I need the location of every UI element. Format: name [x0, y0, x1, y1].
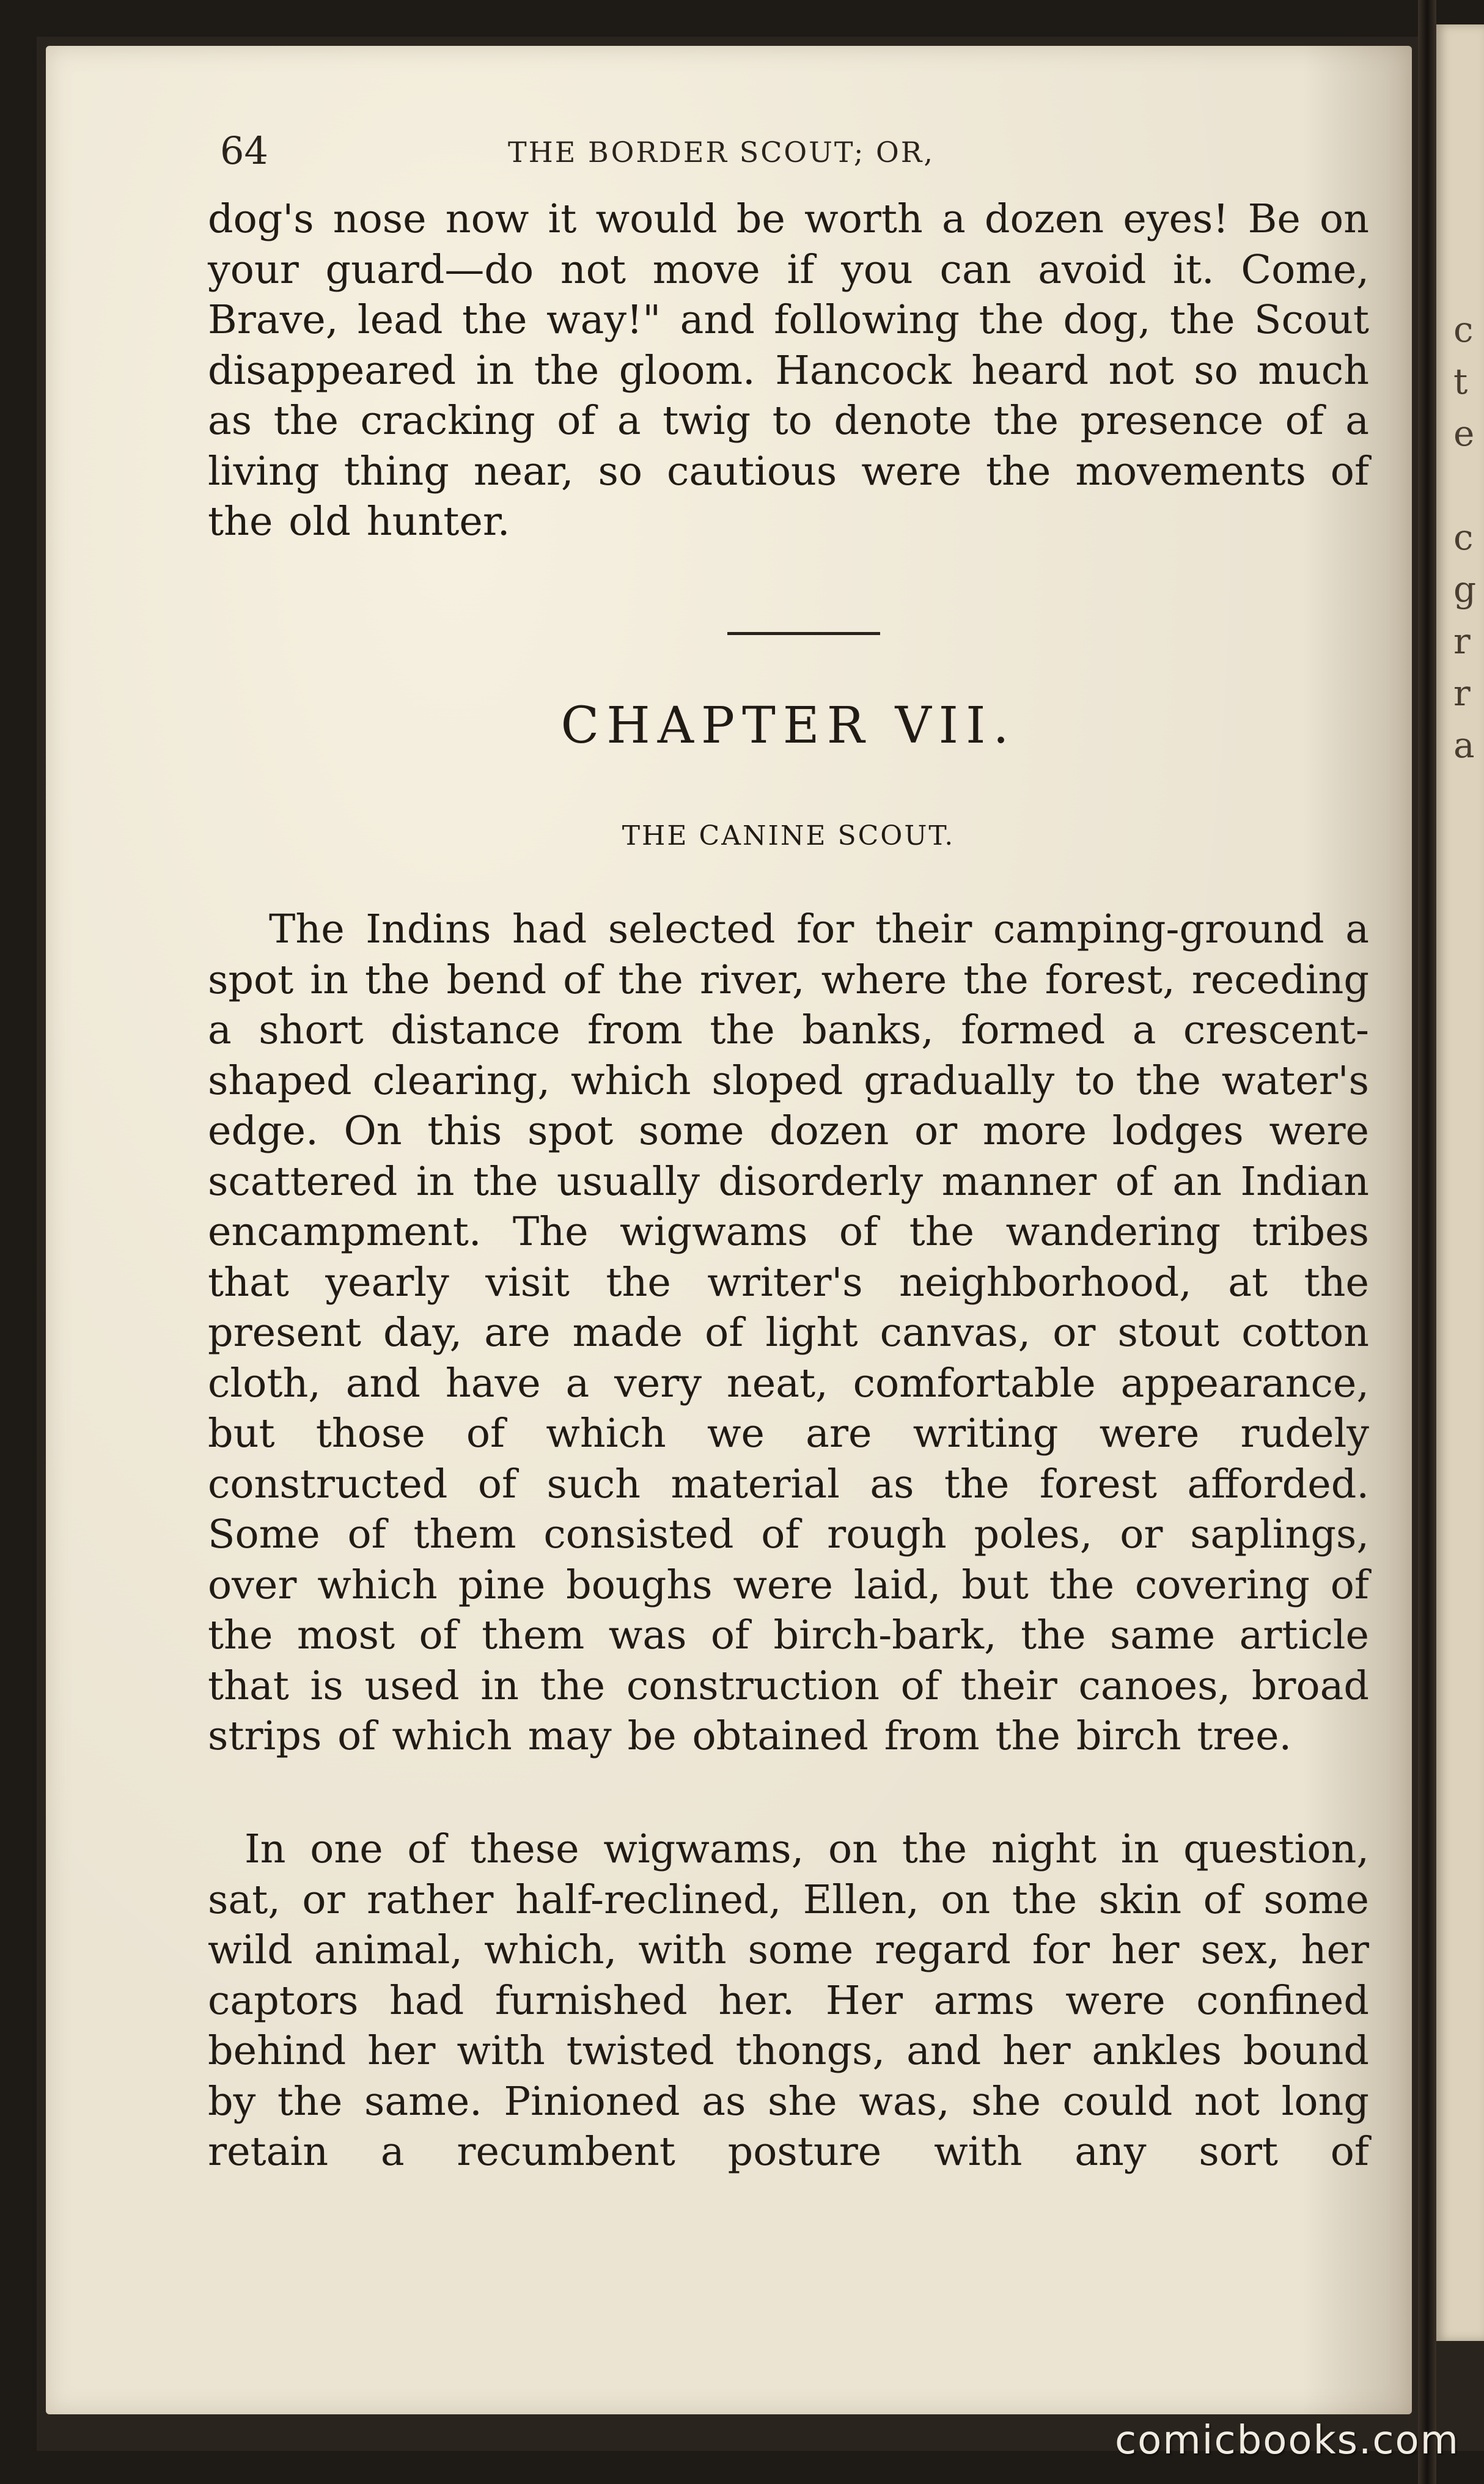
body-paragraph: The Indins had selected for their camping-ground a spot in the bend of the river, where the forest, receding a short distance from the banks, formed a crescent-shaped clearing, which sloped gradually to the water's edge. On this spot some dozen or more lodges were scattered in the usually disorderly manner of an Indian encampment. The wigwams of the wandering tribes that yearly visit the writer's neighborhood, at the present day, are made of light canvas, or stout cotton cloth, and have a very neat, comfortable appearance, but those of which we are writing were rudely constructed of such material as the forest afforded. Some of them consisted of rough poles, or saplings, over which pine boughs were laid, but the covering of the most of them was of birch-bark, the same article that is used in the construction of their canoes, broad strips of which may be obtained from the birch tree.: [208, 906, 1369, 1759]
page-header: [220, 128, 1369, 183]
continued-paragraph: dog's nose now it would be worth a dozen eyes! Be on your guard—do not move if you can avoid it. Come, Brave, lead the way!" and following the dog, the Scout disappeared in the gloom. Hancock heard not so much as the cracking of a twig to denote the presence of a living thing near, so cautious were the movements of the old hunter.: [208, 196, 1369, 545]
facing-page-fragment: g: [1453, 568, 1477, 610]
facing-page-fragment: c: [1453, 516, 1474, 558]
watermark-logo: comicbooks.com: [1114, 2418, 1460, 2463]
book-gutter: [1418, 0, 1436, 2484]
facing-page-fragment: r: [1453, 620, 1471, 662]
facing-page-fragment: r: [1453, 672, 1471, 714]
chapter-title: CHAPTER VII.: [560, 697, 1016, 755]
facing-page-fragment: c: [1453, 309, 1474, 350]
facing-page-fragment: e: [1453, 413, 1475, 454]
page-number: 64: [220, 128, 268, 173]
chapter-subtitle: THE CANINE SCOUT.: [622, 820, 955, 851]
facing-page-edge: [1436, 24, 1484, 2341]
facing-page-fragment: t: [1453, 361, 1468, 402]
body-paragraph: In one of these wigwams, on the night in question, sat, or rather half-reclined, Ellen, on the skin of some wild animal, which, with some regard for her sex, her captors had furnished her. Her arms were confined behind her with twisted thongs, and her ankles bound by the same. Pinioned as she was, she could not long retain a recumbent posture with any sort of: [208, 1826, 1369, 2175]
facing-page-fragment: a: [1453, 724, 1475, 766]
running-head: THE BORDER SCOUT; OR,: [507, 136, 935, 169]
section-divider: [727, 632, 880, 635]
